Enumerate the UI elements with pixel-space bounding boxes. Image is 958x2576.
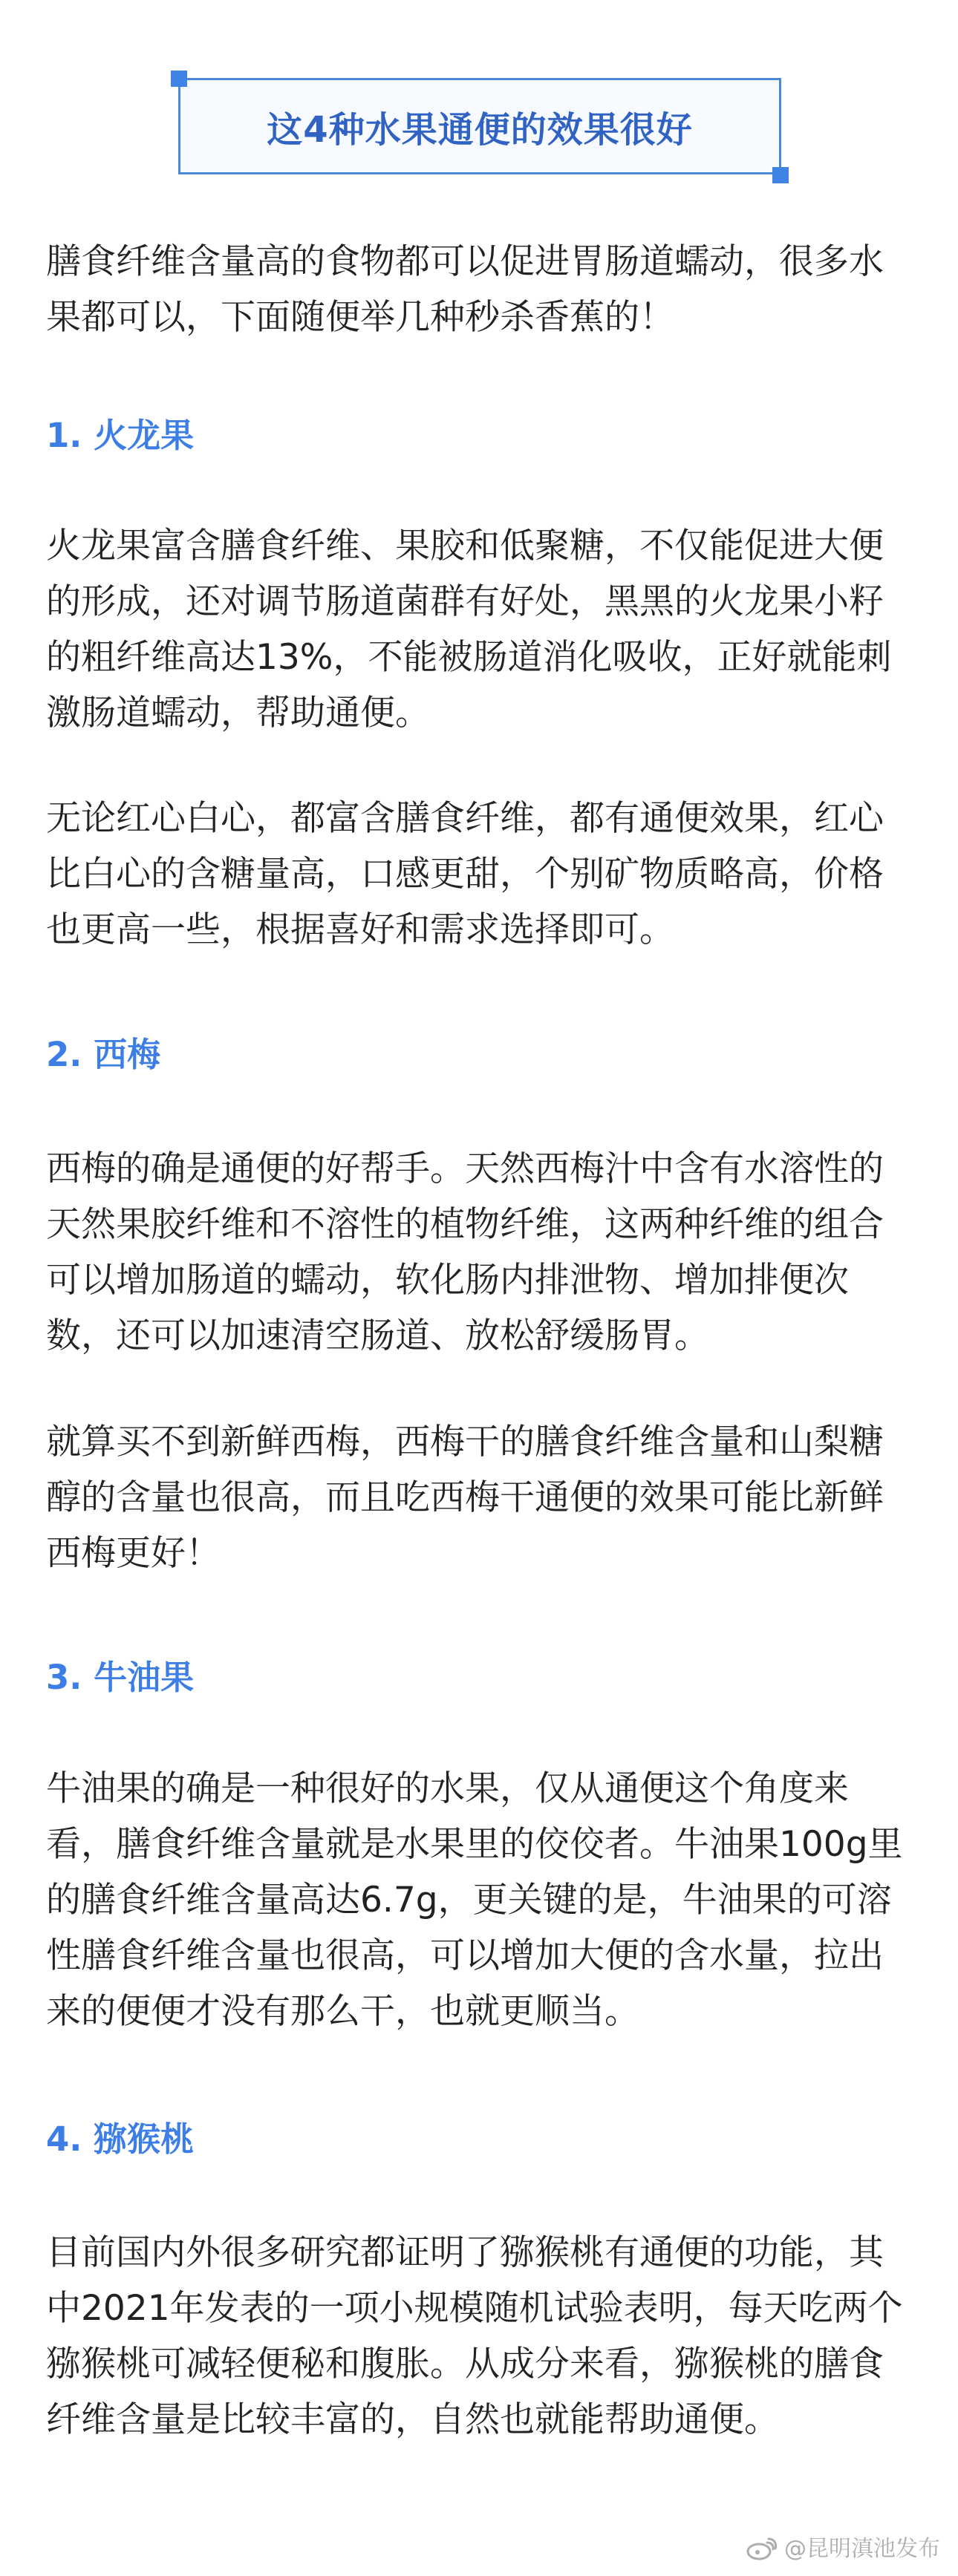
section-heading-prune: 2. 西梅 xyxy=(46,1035,161,1074)
intro-paragraph: 膳食纤维含量高的食物都可以促进胃肠道蠕动，很多水果都可以，下面随便举几种秒杀香蕉的！ xyxy=(46,241,884,338)
section-heading-kiwi: 4. 猕猴桃 xyxy=(46,2119,195,2159)
watermark-text: @昆明滇池发布 xyxy=(784,2536,940,2562)
dragonfruit-paragraph-1: 火龙果富含膳食纤维、果胶和低聚糖，不仅能促进大便的形成，还对调节肠道菌群有好处，黑黑的火龙果小籽的粗纤维高达13%，不能被肠道消化吸收，正好就能刺激肠道蠕动，帮助通便。 xyxy=(46,526,892,733)
prune-paragraph-1: 西梅的确是通便的好帮手。天然西梅汁中含有水溶性的天然果胶纤维和不溶性的植物纤维，这两种纤维的组合可以增加肠道的蠕动，软化肠内排泄物、增加排便次数，还可以加速清空肠道、放松舒缓肠胃。 xyxy=(46,1148,884,1356)
dragonfruit-paragraph-2: 无论红心白心，都富含膳食纤维，都有通便效果，红心比白心的含糖量高，口感更甜，个别矿物质略高，价格也更高一些，根据喜好和需求选择即可。 xyxy=(46,798,884,950)
weibo-icon xyxy=(746,2537,777,2562)
section-heading-dragonfruit: 1. 火龙果 xyxy=(46,416,195,455)
prune-paragraph-2: 就算买不到新鲜西梅，西梅干的膳食纤维含量和山梨糖醇的含量也很高，而且吃西梅干通便的效果可能比新鲜西梅更好！ xyxy=(46,1422,884,1574)
watermark xyxy=(746,2536,940,2563)
title-banner xyxy=(178,78,781,176)
article-title: 这4种水果通便的效果很好 xyxy=(267,108,693,151)
kiwi-paragraph: 目前国内外很多研究都证明了猕猴桃有通便的功能，其中2021年发表的一项小规模随机试验表明，每天吃两个猕猴桃可减轻便秘和腹胀。从成分来看，猕猴桃的膳食纤维含量是比较丰富的，自然也就能帮助通便。 xyxy=(46,2232,903,2440)
avocado-paragraph: 牛油果的确是一种很好的水果，仅从通便这个角度来看，膳食纤维含量就是水果里的佼佼者。牛油果100g里的膳食纤维含量高达6.7g，更关键的是，牛油果的可溶性膳食纤维含量也很高，可以增加大便的含水量，拉出来的便便才没有那么干，也就更顺当。 xyxy=(46,1768,903,2032)
section-heading-avocado: 3. 牛油果 xyxy=(46,1658,195,1697)
